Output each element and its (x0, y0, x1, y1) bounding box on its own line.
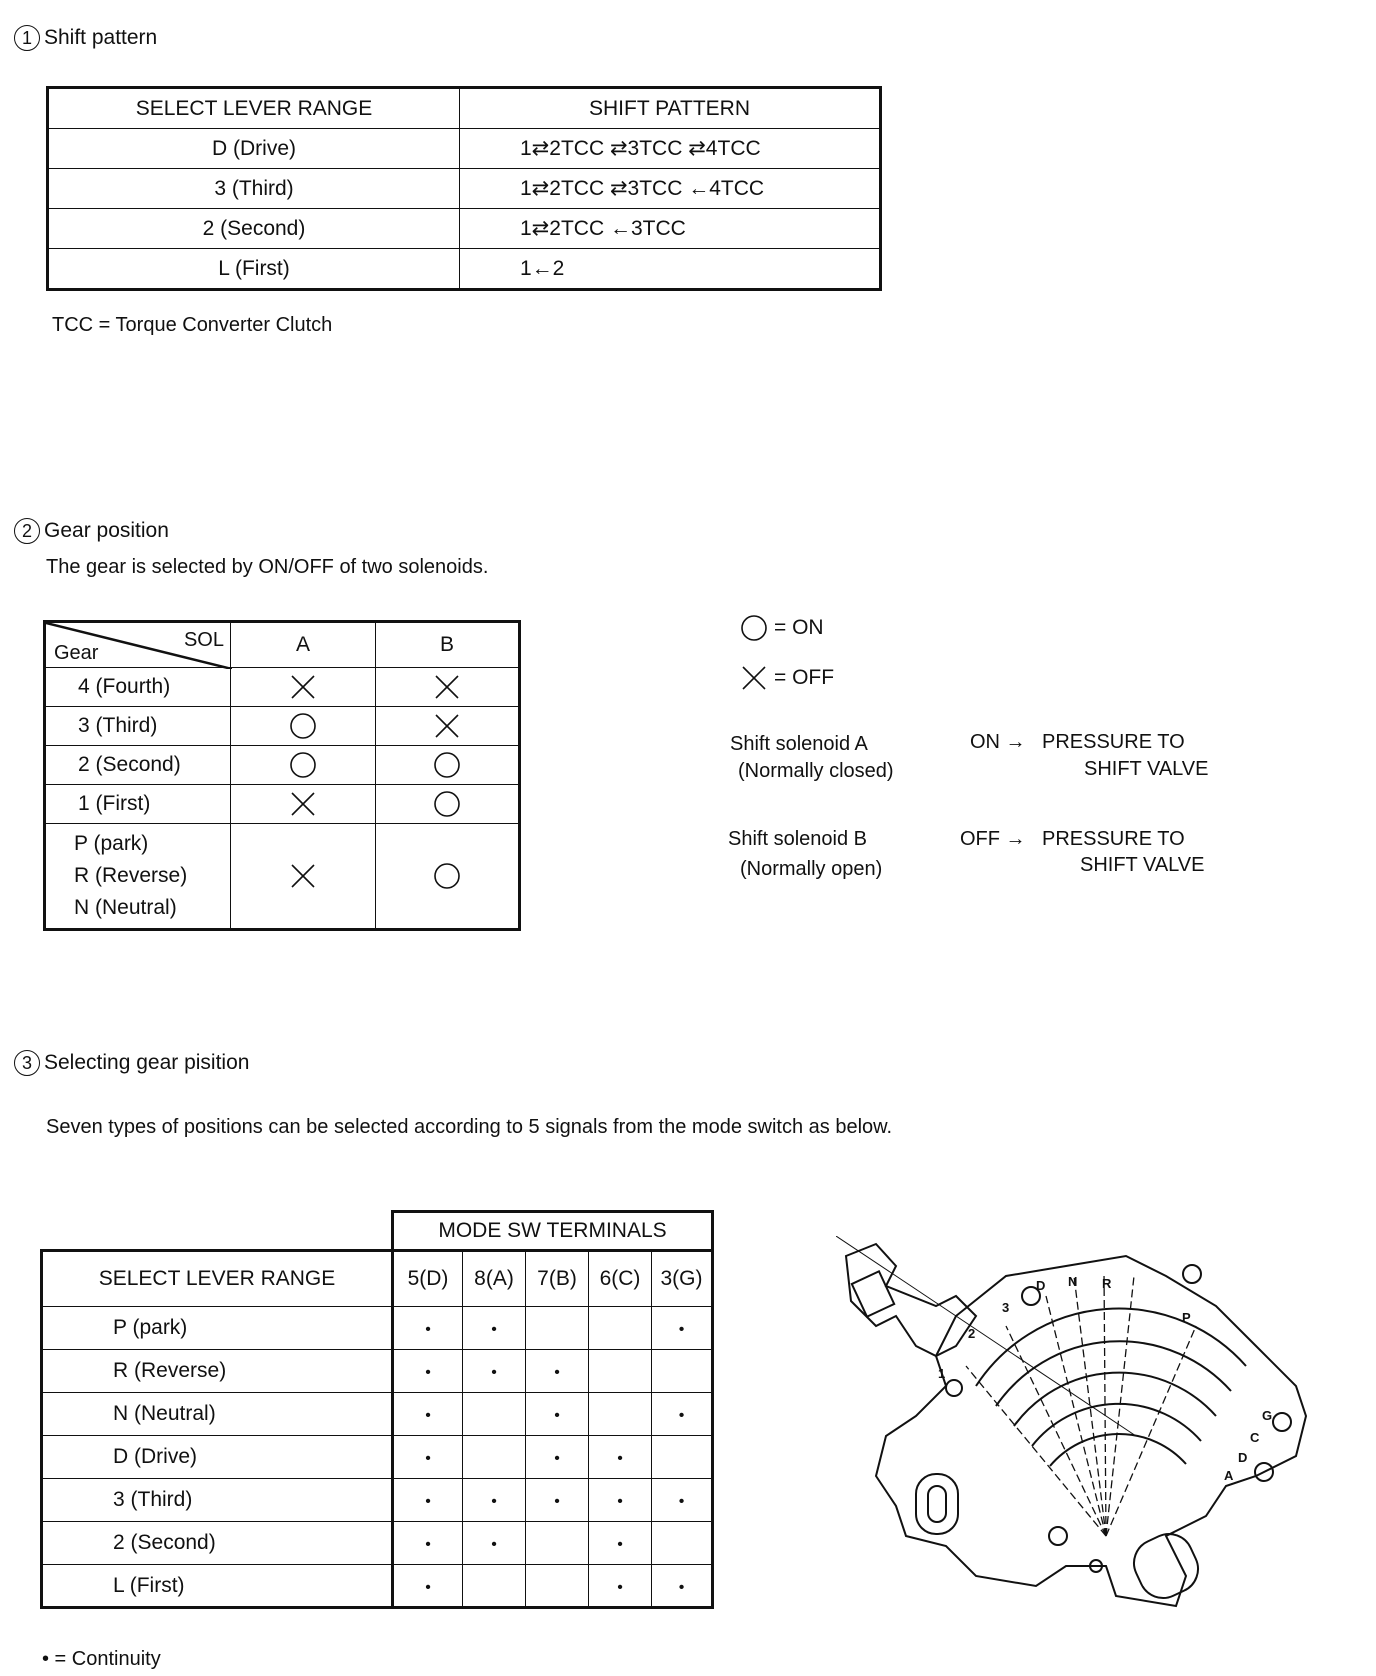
terminal-cell (393, 1350, 463, 1393)
terminal-cell (463, 1565, 526, 1608)
continuity-dot: • (425, 1407, 431, 1424)
table-row (42, 1565, 713, 1608)
shaft-connector (852, 1271, 894, 1316)
terminal-cell (652, 1565, 713, 1608)
solenoid-a-effect-1: PRESSURE TO (1042, 731, 1185, 753)
terminal-cell (463, 1436, 526, 1479)
legend-on (740, 614, 824, 642)
section3-heading (14, 1050, 249, 1076)
solenoid-a-name: Shift solenoid A (730, 733, 868, 755)
section3-title: Selecting gear pisition (44, 1051, 250, 1074)
section2-heading (14, 518, 169, 544)
tcc-note: TCC = Torque Converter Clutch (52, 314, 333, 336)
corner-gear-label: Gear (54, 642, 99, 664)
solenoid-b-effect-1: PRESSURE TO (1042, 828, 1185, 850)
range-cell: D (Drive) (48, 129, 460, 169)
range-cell: P (park) (42, 1307, 393, 1350)
pattern-cell: 1⇄2TCC ⇄3TCC ⇄4TCC (460, 129, 881, 169)
diagram-label: P (1182, 1310, 1191, 1325)
sol-a-cell (231, 707, 376, 746)
continuity-dot: • (617, 1450, 623, 1467)
diagram-label: A (1224, 1468, 1234, 1483)
leader-line (836, 1236, 1136, 1436)
col-header-range: SELECT LEVER RANGE (42, 1251, 393, 1307)
section1-number: 1 (14, 25, 40, 51)
range-cell: L (First) (42, 1565, 393, 1608)
terminal-cell (652, 1350, 713, 1393)
table-row (48, 169, 881, 209)
diagram-label: 3 (1002, 1300, 1010, 1315)
col-header-range: SELECT LEVER RANGE (48, 88, 460, 129)
diagram-label: 2 (968, 1326, 976, 1341)
continuity-dot: • (678, 1407, 685, 1424)
slot-inner (928, 1486, 946, 1522)
terminal-cell (526, 1479, 589, 1522)
terminal-cell (652, 1479, 713, 1522)
continuity-dot: • (617, 1536, 623, 1553)
terminal-cell (652, 1307, 713, 1350)
mode-switch-table (40, 1249, 714, 1609)
continuity-dot: • (554, 1450, 560, 1467)
solenoid-a-effect-2: SHIFT VALVE (1084, 758, 1209, 780)
continuity-dot: • (491, 1493, 497, 1510)
range-cell: R (Reverse) (42, 1350, 393, 1393)
housing-outline (876, 1256, 1306, 1606)
mode-sw-terminals-header (391, 1210, 714, 1250)
gear-label: P (park) (74, 832, 149, 855)
continuity-dot: • (425, 1493, 431, 1510)
terminal-cell (393, 1565, 463, 1608)
continuity-note: • = Continuity (42, 1648, 161, 1670)
legend-off (740, 664, 834, 692)
sol-a-cell (231, 746, 376, 785)
continuity-dot: • (491, 1321, 497, 1338)
table-row (48, 129, 881, 169)
gear-label: N (Neutral) (74, 896, 177, 919)
continuity-dot: • (554, 1493, 560, 1510)
continuity-dot: • (554, 1364, 560, 1381)
terminal-cell (463, 1307, 526, 1350)
sol-a-cell (231, 785, 376, 824)
terminal-cell (526, 1307, 589, 1350)
legend-off-text: = OFF (774, 666, 835, 689)
sol-b-cell (376, 824, 520, 930)
contact-arc (1050, 1434, 1186, 1466)
range-cell: 2 (Second) (42, 1522, 393, 1565)
section3-number: 3 (14, 1050, 40, 1076)
cross-off-icon (289, 790, 317, 818)
table-row (42, 1522, 713, 1565)
mount-hole (946, 1380, 962, 1396)
terminal-cell (463, 1393, 526, 1436)
radial-line (1046, 1296, 1106, 1536)
solenoid-b-effect-2: SHIFT VALVE (1080, 854, 1205, 876)
mount-hole (1273, 1413, 1291, 1431)
gear-cell: 4 (Fourth) (45, 668, 231, 707)
gear-label: R (Reverse) (74, 864, 188, 887)
section2-intro: The gear is selected by ON/OFF of two solenoids. (46, 556, 489, 578)
mount-hole (1049, 1527, 1067, 1545)
cross-off-icon (433, 673, 461, 701)
terminal-cell (589, 1565, 652, 1608)
table-row (45, 746, 520, 785)
continuity-dot: • (425, 1536, 431, 1553)
radial-line (1106, 1276, 1134, 1536)
range-cell: D (Drive) (42, 1436, 393, 1479)
solenoid-b-type: (Normally open) (740, 858, 883, 880)
circle-on-icon (433, 862, 461, 890)
radial-line (1006, 1326, 1106, 1536)
table-row (45, 668, 520, 707)
cross-off-icon (289, 673, 317, 701)
table-header-row (42, 1251, 713, 1307)
terminal-cell (526, 1436, 589, 1479)
diagram-label: C (1250, 1430, 1260, 1445)
gear-cell: 3 (Third) (45, 707, 231, 746)
table-row (48, 249, 881, 290)
terminal-cell (589, 1479, 652, 1522)
table-header-row (48, 88, 881, 129)
continuity-dot: • (425, 1364, 431, 1381)
col-header-terminal: 7(B) (526, 1251, 589, 1307)
col-header-b: B (376, 622, 520, 668)
table-row (42, 1436, 713, 1479)
table-row (42, 1350, 713, 1393)
terminal-cell (393, 1479, 463, 1522)
terminal-cell (393, 1436, 463, 1479)
range-cell: L (First) (48, 249, 460, 290)
terminal-cell (589, 1522, 652, 1565)
continuity-dot: • (425, 1321, 431, 1338)
solenoid-b-name: Shift solenoid B (728, 828, 867, 850)
pattern-cell: 1⇄2TCC ←3TCC (460, 209, 881, 249)
table-header-row (45, 622, 520, 668)
sol-b-cell (376, 668, 520, 707)
gear-cell: 1 (First) (45, 785, 231, 824)
continuity-dot: • (678, 1493, 685, 1510)
table-row (42, 1307, 713, 1350)
shift-pattern-table (46, 86, 882, 291)
col-header-terminal: 8(A) (463, 1251, 526, 1307)
range-cell: 2 (Second) (48, 209, 460, 249)
diagram-label: R (1102, 1276, 1112, 1291)
table-row (45, 824, 520, 930)
diagram-label: G (1262, 1408, 1273, 1423)
circle-on-icon (289, 751, 317, 779)
diagram-label: 1 (938, 1366, 946, 1381)
circle-on-icon (740, 614, 768, 642)
terminal-cell (652, 1393, 713, 1436)
terminal-cell (463, 1522, 526, 1565)
mode-sw-terminals-label: MODE SW TERMINALS (438, 1219, 667, 1242)
cross-off-icon (740, 664, 768, 692)
contact-arc (1014, 1373, 1216, 1426)
solenoid-a-state: ON → (970, 731, 1026, 753)
continuity-dot: • (425, 1578, 431, 1596)
continuity-dot: • (554, 1407, 560, 1424)
table-row (42, 1393, 713, 1436)
circle-on-icon (289, 712, 317, 740)
terminal-cell (393, 1307, 463, 1350)
range-cell: 3 (Third) (48, 169, 460, 209)
terminal-cell (589, 1350, 652, 1393)
table-row (45, 707, 520, 746)
col-header-terminal: 3(G) (652, 1251, 713, 1307)
col-header-terminal: 5(D) (393, 1251, 463, 1307)
terminal-cell (589, 1307, 652, 1350)
continuity-dot: • (491, 1364, 497, 1381)
cross-off-icon (289, 862, 317, 890)
table-row (45, 785, 520, 824)
mode-switch-body (42, 1307, 713, 1608)
section1-title: Shift pattern (44, 26, 158, 49)
circle-on-icon (433, 751, 461, 779)
terminal-cell (652, 1522, 713, 1565)
pattern-cell: 1⇄2TCC ⇄3TCC ←4TCC (460, 169, 881, 209)
continuity-dot: • (425, 1450, 431, 1467)
gear-cell: 2 (Second) (45, 746, 231, 785)
terminal-cell (589, 1393, 652, 1436)
terminal-cell (589, 1436, 652, 1479)
continuity-dot: • (678, 1321, 685, 1338)
sol-b-cell (376, 746, 520, 785)
terminal-cell (526, 1565, 589, 1608)
terminal-cell (652, 1436, 713, 1479)
terminal-cell (526, 1350, 589, 1393)
range-cell: N (Neutral) (42, 1393, 393, 1436)
diagram-label: D (1238, 1450, 1248, 1465)
mount-hole (1183, 1265, 1201, 1283)
solenoid-b-state: OFF → (960, 828, 1026, 850)
col-header-pattern: SHIFT PATTERN (460, 88, 881, 129)
table-row (42, 1479, 713, 1522)
corner-sol-label: SOL (183, 629, 224, 651)
terminal-cell (463, 1479, 526, 1522)
solenoid-a-type: (Normally closed) (738, 760, 894, 782)
shaft-body (846, 1244, 976, 1356)
sol-a-cell (231, 668, 376, 707)
radial-line (1106, 1326, 1196, 1536)
table-row (48, 209, 881, 249)
range-cell: 3 (Third) (42, 1479, 393, 1522)
terminal-cell (526, 1393, 589, 1436)
sol-b-cell (376, 785, 520, 824)
sol-a-cell (231, 824, 376, 930)
continuity-dot: • (491, 1536, 497, 1553)
terminal-cell (463, 1350, 526, 1393)
legend-on-text: = ON (774, 616, 824, 639)
terminal-cell (526, 1522, 589, 1565)
diagram-label: D (1036, 1278, 1046, 1293)
col-header-terminal: 6(C) (589, 1251, 652, 1307)
continuity-dot: • (678, 1578, 685, 1596)
terminal-cell (393, 1393, 463, 1436)
section2-title: Gear position (44, 519, 169, 542)
circle-on-icon (433, 790, 461, 818)
terminal-cell (393, 1522, 463, 1565)
slot (916, 1474, 958, 1534)
section1-heading (14, 25, 157, 51)
sol-b-cell (376, 707, 520, 746)
mode-switch-diagram (836, 1236, 1336, 1616)
diagram-label: N (1068, 1274, 1078, 1289)
solenoid-table (43, 620, 521, 931)
pattern-cell: 1←2 (460, 249, 881, 290)
corner-header (45, 622, 231, 668)
col-header-a: A (231, 622, 376, 668)
cross-off-icon (433, 712, 461, 740)
section2-number: 2 (14, 518, 40, 544)
section3-intro: Seven types of positions can be selected according to 5 signals from the mode switch as below. (46, 1116, 893, 1138)
continuity-dot: • (617, 1493, 623, 1510)
gear-group-cell (45, 824, 231, 930)
continuity-dot: • (617, 1578, 623, 1596)
